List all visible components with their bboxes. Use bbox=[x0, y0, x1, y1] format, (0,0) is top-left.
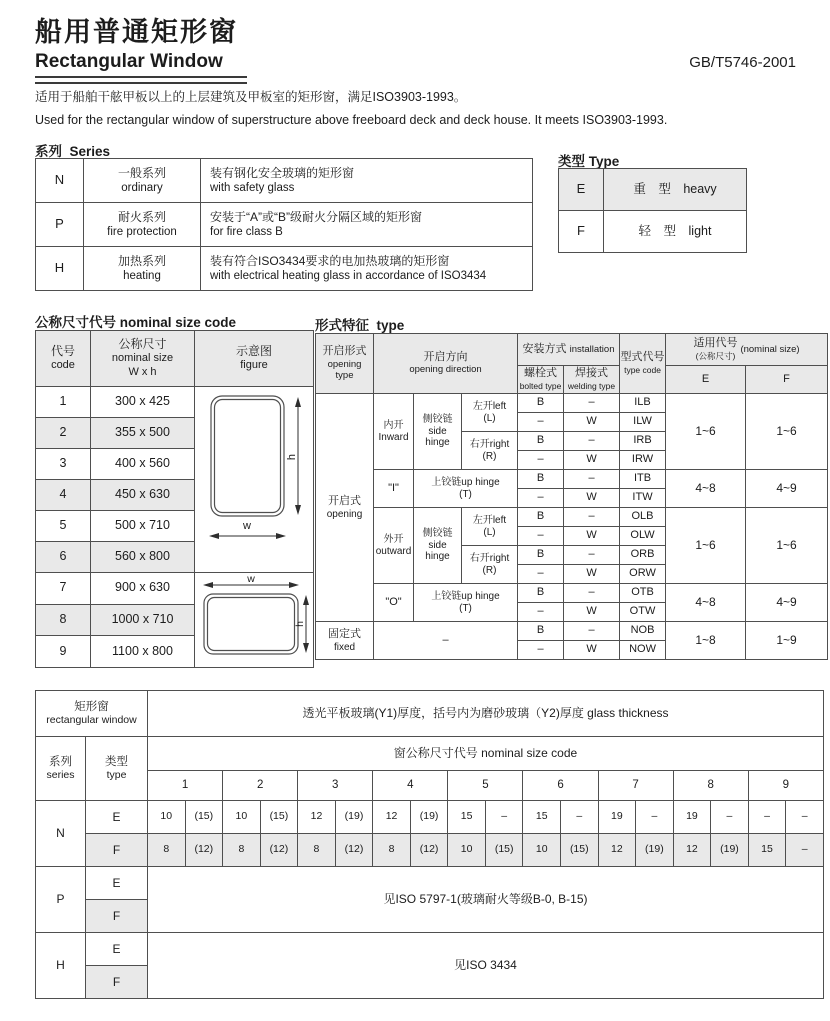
size-value-cell: 450 x 630 bbox=[91, 479, 195, 510]
group-i-code-cell: "I" bbox=[374, 470, 414, 508]
series-code-cell: H bbox=[36, 247, 84, 291]
description bbox=[35, 86, 667, 132]
series-code-cell: N bbox=[36, 159, 84, 203]
type-code-cell: NOB bbox=[620, 622, 666, 641]
p-series-note-cell: 见ISO 5797-1(玻璃耐火等级B-0, B-15) bbox=[148, 867, 824, 933]
type-f-cell: F bbox=[86, 900, 148, 933]
type-section-label: 类型 Type bbox=[558, 154, 620, 169]
feature-row-olb bbox=[316, 508, 828, 527]
header-col-f: F bbox=[746, 366, 828, 394]
type-name-cell: 轻 型 light bbox=[604, 211, 747, 253]
value-cell: 12 bbox=[673, 834, 711, 867]
header-col-e: E bbox=[666, 366, 746, 394]
size-value-cell: 300 x 425 bbox=[91, 387, 195, 418]
type-code-cell: ITW bbox=[620, 489, 666, 508]
size-code-header-cell: 窗公称尺寸代号 nominal size code bbox=[148, 737, 824, 771]
value-cell: – bbox=[711, 801, 749, 834]
welding-cell: – bbox=[564, 622, 620, 641]
series-row-h bbox=[36, 247, 533, 291]
type-table bbox=[558, 168, 747, 253]
type-row-e bbox=[559, 169, 747, 211]
series-p-cell: P bbox=[36, 867, 86, 933]
size-table bbox=[35, 330, 314, 668]
value-cell: 10 bbox=[448, 834, 486, 867]
group-outward-cell: 外开 outward bbox=[374, 508, 414, 584]
type-code-cell: OTW bbox=[620, 603, 666, 622]
feature-row-nob bbox=[316, 622, 828, 641]
feature-row-itb bbox=[316, 470, 828, 489]
direction-up-hinge-cell: 上铰链up hinge (T) bbox=[414, 584, 518, 622]
code-cell: 8 bbox=[673, 771, 748, 801]
type-e-cell: E bbox=[86, 801, 148, 834]
value-cell: 10 bbox=[148, 801, 186, 834]
glass-header-row1 bbox=[36, 691, 824, 737]
series-section-label: 系列 Series bbox=[35, 144, 111, 159]
description-en: Used for the rectangular window of superstructure above freeboard deck and deck house. It meets ISO3903-1993. bbox=[35, 113, 668, 128]
type-f-cell: F bbox=[86, 966, 148, 999]
size-code-cell: 9 bbox=[36, 636, 91, 668]
standard-number: GB/T5746-2001 bbox=[689, 54, 796, 71]
series-table bbox=[35, 158, 533, 291]
range-f-cell: 4~9 bbox=[746, 470, 828, 508]
bolted-cell: B bbox=[518, 546, 564, 565]
group-inward-cell: 内开 Inward bbox=[374, 394, 414, 470]
value-cell: 8 bbox=[373, 834, 411, 867]
figure-label-h: h bbox=[293, 620, 306, 627]
series-name-cell: 耐火系列 fire protection bbox=[84, 203, 201, 247]
direction-right-cell: 右开right (R) bbox=[462, 546, 518, 584]
bolted-cell: B bbox=[518, 432, 564, 451]
range-e-cell: 1~6 bbox=[666, 508, 746, 584]
group-opening-cell: 开启式 opening bbox=[316, 394, 374, 622]
size-row bbox=[36, 572, 314, 604]
size-row bbox=[36, 387, 314, 418]
value-cell: 10 bbox=[223, 801, 261, 834]
bolted-cell: – bbox=[518, 413, 564, 432]
value-cell: (12) bbox=[335, 834, 373, 867]
h-series-note-cell: 见ISO 3434 bbox=[148, 933, 824, 999]
size-code-cell: 4 bbox=[36, 479, 91, 510]
series-name-cell: 一般系列 ordinary bbox=[84, 159, 201, 203]
bolted-cell: – bbox=[518, 603, 564, 622]
header-bolted-type: 螺栓式 bolted type bbox=[518, 366, 564, 394]
range-e-cell: 4~8 bbox=[666, 470, 746, 508]
welding-cell: W bbox=[564, 413, 620, 432]
type-code-cell: IRW bbox=[620, 451, 666, 470]
figure-label-w: w bbox=[246, 572, 255, 585]
size-code-cell: 8 bbox=[36, 604, 91, 636]
value-cell: (15) bbox=[185, 801, 223, 834]
series-row-p bbox=[36, 203, 533, 247]
series-desc-cell: 安装于“A”或“B”级耐火分隔区域的矩形窗 for fire class B bbox=[201, 203, 533, 247]
series-row-n bbox=[36, 159, 533, 203]
bolted-cell: – bbox=[518, 527, 564, 546]
range-e-cell: 4~8 bbox=[666, 584, 746, 622]
value-cell: – bbox=[748, 801, 786, 834]
type-e-cell: E bbox=[86, 933, 148, 966]
header-type-code: 型式代号 type code bbox=[620, 334, 666, 394]
code-cell: 2 bbox=[223, 771, 298, 801]
welding-cell: – bbox=[564, 432, 620, 451]
welding-cell: W bbox=[564, 489, 620, 508]
series-h-cell: H bbox=[36, 933, 86, 999]
code-cell: 1 bbox=[148, 771, 223, 801]
range-e-cell: 1~8 bbox=[666, 622, 746, 660]
group-o-code-cell: "O" bbox=[374, 584, 414, 622]
landscape-window-figure bbox=[196, 573, 313, 663]
bolted-cell: B bbox=[518, 622, 564, 641]
size-header-figure: 示意图 figure bbox=[195, 331, 314, 387]
code-cell: 3 bbox=[298, 771, 373, 801]
range-e-cell: 1~6 bbox=[666, 394, 746, 470]
welding-cell: W bbox=[564, 527, 620, 546]
group-fixed-cell: 固定式 fixed bbox=[316, 622, 374, 660]
value-cell: (15) bbox=[260, 801, 298, 834]
header-welding-type: 焊接式 welding type bbox=[564, 366, 620, 394]
direction-up-hinge-cell: 上铰链up hinge (T) bbox=[414, 470, 518, 508]
bolted-cell: B bbox=[518, 394, 564, 413]
welding-cell: – bbox=[564, 584, 620, 603]
value-cell: – bbox=[561, 801, 599, 834]
size-section-label: 公称尺寸代号 nominal size code bbox=[35, 315, 237, 330]
size-value-cell: 355 x 500 bbox=[91, 417, 195, 448]
description-cn: 适用于船舶干舷甲板以上的上层建筑及甲板室的矩形窗，满足ISO3903-1993。 bbox=[35, 90, 467, 104]
glass-thickness-table bbox=[35, 690, 824, 999]
type-e-cell: E bbox=[86, 867, 148, 900]
welding-cell: – bbox=[564, 394, 620, 413]
size-value-cell: 900 x 630 bbox=[91, 572, 195, 604]
glass-row-n-f bbox=[36, 834, 824, 867]
value-cell: (19) bbox=[410, 801, 448, 834]
type-row-f bbox=[559, 211, 747, 253]
header-installation: 安装方式 installation bbox=[518, 334, 620, 366]
value-cell: 15 bbox=[523, 801, 561, 834]
bolted-cell: B bbox=[518, 584, 564, 603]
code-cell: 6 bbox=[523, 771, 598, 801]
value-cell: (12) bbox=[260, 834, 298, 867]
welding-cell: – bbox=[564, 508, 620, 527]
welding-cell: W bbox=[564, 641, 620, 660]
code-cell: 4 bbox=[373, 771, 448, 801]
value-cell: 12 bbox=[298, 801, 336, 834]
type-header-cell: 类型 type bbox=[86, 737, 148, 801]
glass-code-row bbox=[36, 771, 824, 801]
bolted-cell: – bbox=[518, 489, 564, 508]
size-code-cell: 7 bbox=[36, 572, 91, 604]
type-code-cell: ILB bbox=[620, 394, 666, 413]
thickness-note-cell: 透光平板玻璃(Y1)厚度，括号内为磨砂玻璃（Y2)厚度 glass thickness bbox=[148, 691, 824, 737]
header-opening-direction: 开启方向 opening direction bbox=[374, 334, 518, 394]
welding-cell: W bbox=[564, 565, 620, 584]
feature-table bbox=[315, 333, 828, 660]
bolted-cell: B bbox=[518, 508, 564, 527]
value-cell: 12 bbox=[373, 801, 411, 834]
size-header-code: 代号 code bbox=[36, 331, 91, 387]
series-code-cell: P bbox=[36, 203, 84, 247]
glass-row-p-e bbox=[36, 867, 824, 900]
type-code-cell: IRB bbox=[620, 432, 666, 451]
value-cell: (15) bbox=[561, 834, 599, 867]
group-side-hinge-cell: 侧铰链 side hinge bbox=[414, 394, 462, 470]
feature-section-label: 形式特征 type bbox=[315, 318, 405, 333]
feature-header-row1 bbox=[316, 334, 828, 366]
welding-cell: W bbox=[564, 603, 620, 622]
value-cell: (19) bbox=[335, 801, 373, 834]
direction-left-cell: 左开left (L) bbox=[462, 394, 518, 432]
header-applicable-code: 适用代号 (公称尺寸) (nominal size) bbox=[666, 334, 828, 366]
title-block bbox=[35, 10, 247, 84]
figure-landscape-cell bbox=[195, 572, 314, 668]
code-cell: 5 bbox=[448, 771, 523, 801]
size-value-cell: 560 x 800 bbox=[91, 541, 195, 572]
code-cell: 7 bbox=[598, 771, 673, 801]
value-cell: (19) bbox=[636, 834, 674, 867]
glass-row-h-e bbox=[36, 933, 824, 966]
value-cell: 19 bbox=[673, 801, 711, 834]
range-f-cell: 1~6 bbox=[746, 394, 828, 470]
header-opening-type: 开启形式 opening type bbox=[316, 334, 374, 394]
feature-row-ilb bbox=[316, 394, 828, 413]
page-title-en: Rectangular Window bbox=[35, 51, 223, 72]
fixed-direction-dash-cell: – bbox=[374, 622, 518, 660]
size-value-cell: 1100 x 800 bbox=[91, 636, 195, 668]
value-cell: 8 bbox=[298, 834, 336, 867]
figure-portrait-cell bbox=[195, 387, 314, 573]
welding-cell: – bbox=[564, 546, 620, 565]
direction-left-cell: 左开left (L) bbox=[462, 508, 518, 546]
value-cell: 12 bbox=[598, 834, 636, 867]
size-value-cell: 500 x 710 bbox=[91, 510, 195, 541]
page-title-cn: 船用普通矩形窗 bbox=[35, 17, 238, 47]
value-cell: 15 bbox=[448, 801, 486, 834]
type-code-cell: ILW bbox=[620, 413, 666, 432]
bolted-cell: – bbox=[518, 565, 564, 584]
feature-row-otb bbox=[316, 584, 828, 603]
value-cell: – bbox=[485, 801, 523, 834]
size-code-cell: 6 bbox=[36, 541, 91, 572]
type-code-cell: E bbox=[559, 169, 604, 211]
welding-cell: W bbox=[564, 451, 620, 470]
bolted-cell: – bbox=[518, 641, 564, 660]
type-code-cell: F bbox=[559, 211, 604, 253]
series-n-cell: N bbox=[36, 801, 86, 867]
range-f-cell: 1~9 bbox=[746, 622, 828, 660]
value-cell: 15 bbox=[748, 834, 786, 867]
range-f-cell: 4~9 bbox=[746, 584, 828, 622]
value-cell: (19) bbox=[711, 834, 749, 867]
portrait-window-figure bbox=[196, 387, 313, 567]
size-code-cell: 1 bbox=[36, 387, 91, 418]
glass-row-n-e bbox=[36, 801, 824, 834]
value-cell: 8 bbox=[223, 834, 261, 867]
series-header-cell: 系列 series bbox=[36, 737, 86, 801]
type-code-cell: ORB bbox=[620, 546, 666, 565]
value-cell: – bbox=[786, 801, 824, 834]
size-value-cell: 1000 x 710 bbox=[91, 604, 195, 636]
type-f-cell: F bbox=[86, 834, 148, 867]
figure-label-h: h bbox=[285, 453, 298, 461]
group-side-hinge-cell: 侧铰链 side hinge bbox=[414, 508, 462, 584]
size-value-cell: 400 x 560 bbox=[91, 448, 195, 479]
series-name-cell: 加热系列 heating bbox=[84, 247, 201, 291]
value-cell: – bbox=[636, 801, 674, 834]
welding-cell: – bbox=[564, 470, 620, 489]
size-header-row bbox=[36, 331, 314, 387]
type-code-cell: OLB bbox=[620, 508, 666, 527]
value-cell: 8 bbox=[148, 834, 186, 867]
range-f-cell: 1~6 bbox=[746, 508, 828, 584]
title-underline bbox=[35, 76, 247, 84]
series-desc-cell: 装有钢化安全玻璃的矩形窗 with safety glass bbox=[201, 159, 533, 203]
size-header-size: 公称尺寸 nominal size W x h bbox=[91, 331, 195, 387]
size-code-cell: 3 bbox=[36, 448, 91, 479]
type-name-cell: 重 型 heavy bbox=[604, 169, 747, 211]
code-cell: 9 bbox=[748, 771, 823, 801]
type-code-cell: ITB bbox=[620, 470, 666, 489]
size-code-cell: 5 bbox=[36, 510, 91, 541]
corner-cell: 矩形窗 rectangular window bbox=[36, 691, 148, 737]
value-cell: – bbox=[786, 834, 824, 867]
value-cell: (12) bbox=[410, 834, 448, 867]
value-cell: (15) bbox=[485, 834, 523, 867]
type-code-cell: OLW bbox=[620, 527, 666, 546]
type-code-cell: ORW bbox=[620, 565, 666, 584]
value-cell: (12) bbox=[185, 834, 223, 867]
type-code-cell: NOW bbox=[620, 641, 666, 660]
series-desc-cell: 装有符合ISO3434要求的电加热玻璃的矩形窗 with electrical heating glass in accordance of ISO3434 bbox=[201, 247, 533, 291]
value-cell: 19 bbox=[598, 801, 636, 834]
figure-label-w: w bbox=[242, 520, 251, 532]
glass-header-row2 bbox=[36, 737, 824, 771]
bolted-cell: B bbox=[518, 470, 564, 489]
size-code-cell: 2 bbox=[36, 417, 91, 448]
type-code-cell: OTB bbox=[620, 584, 666, 603]
bolted-cell: – bbox=[518, 451, 564, 470]
direction-right-cell: 右开right (R) bbox=[462, 432, 518, 470]
value-cell: 10 bbox=[523, 834, 561, 867]
